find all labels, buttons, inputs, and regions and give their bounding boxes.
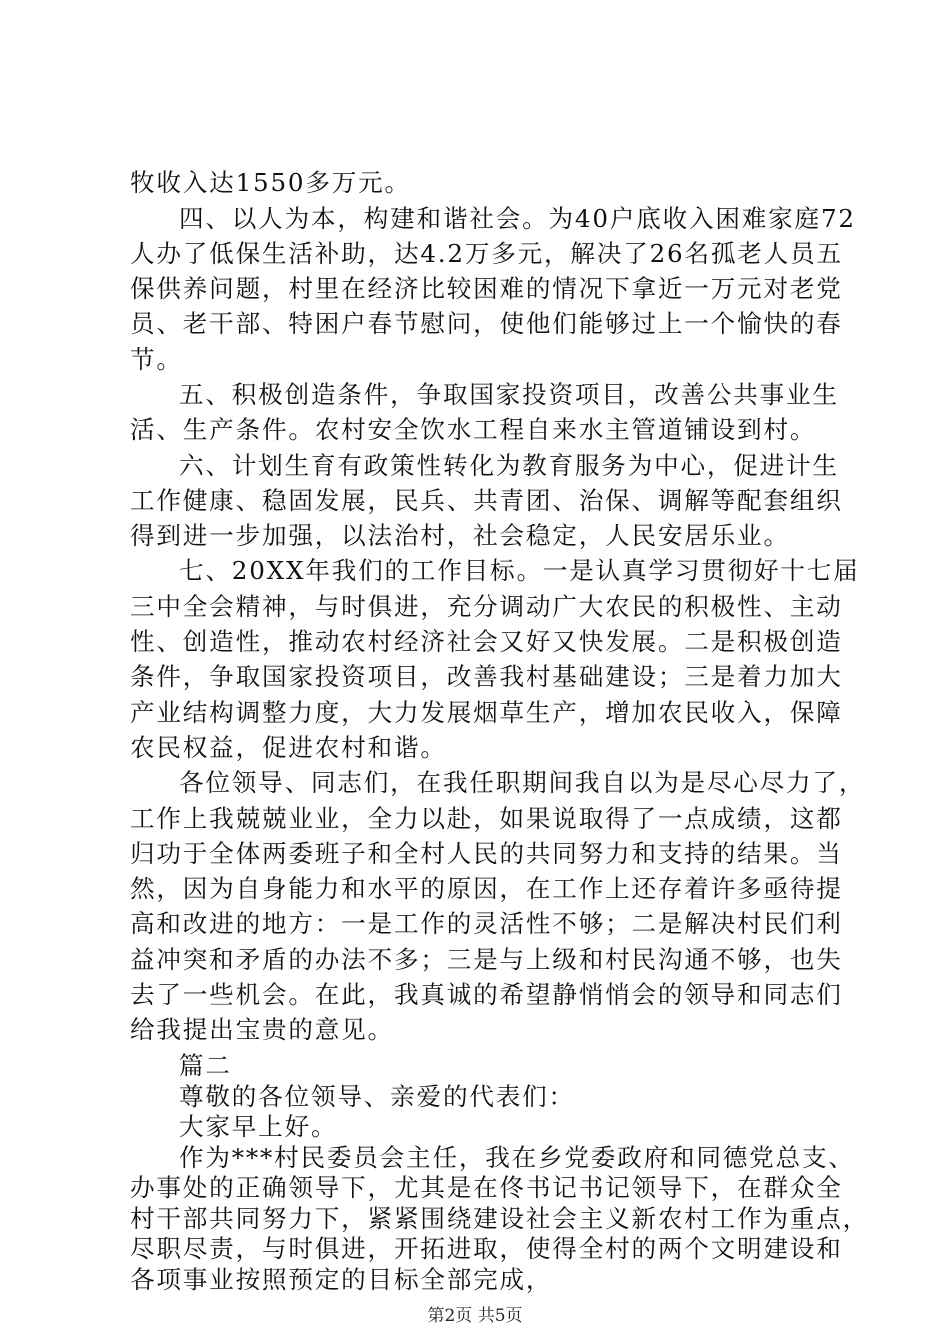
text-line: 节。: [130, 345, 183, 374]
greeting: 大家早上好。: [179, 1112, 338, 1141]
text-line: 牧收入达1550多万元。: [130, 168, 411, 197]
text-line: 活、生产条件。农村安全饮水工程自来水主管道铺设到村。: [130, 415, 817, 444]
text-line: 村干部共同努力下，紧紧围绕建设社会主义新农村工作为重点，: [130, 1203, 870, 1233]
text-line: 归功于全体两委班子和全村人民的共同努力和支持的结果。当: [130, 839, 843, 868]
text-line: 工作上我兢兢业业，全力以赴，如果说取得了一点成绩，这都: [130, 804, 843, 833]
text-line: 农民权益，促进农村和谐。: [130, 733, 447, 762]
text-line: 条件，争取国家投资项目，改善我村基础建设；三是着力加大: [130, 662, 843, 691]
text-line: 高和改进的地方：一是工作的灵活性不够；二是解决村民们利: [130, 909, 843, 938]
text-line: 然，因为自身能力和水平的原因，在工作上还存着许多亟待提: [130, 874, 843, 903]
text-line: 保供养问题，村里在经济比较困难的情况下拿近一万元对老党: [130, 274, 843, 303]
text-line: 三中全会精神，与时俱进，充分调动广大农民的积极性、主动: [130, 592, 843, 621]
text-line: 作为***村民委员会主任，我在乡党委政府和同德党总支、: [179, 1142, 855, 1172]
text-line: 人办了低保生活补助，达4.2万多元，解决了26名孤老人员五: [130, 239, 843, 268]
page-footer: 第2页 共5页: [427, 1306, 523, 1326]
text-line: 产业结构调整力度，大力发展烟草生产，增加农民收入，保障: [130, 698, 843, 727]
text-line: 六、计划生育有政策性转化为教育服务为中心，促进计生: [179, 451, 839, 480]
text-line: 益冲突和矛盾的办法不多；三是与上级和村民沟通不够，也失: [130, 945, 843, 974]
text-line: 七、20XX年我们的工作目标。一是认真学习贯彻好十七届: [179, 556, 860, 585]
text-line: 员、老干部、特困户春节慰问，使他们能够过上一个愉快的春: [130, 309, 843, 338]
text-line: 尽职尽责，与时俱进，开拓进取，使得全村的两个文明建设和: [130, 1234, 843, 1263]
text-line: 各项事业按照预定的目标全部完成，: [130, 1264, 553, 1294]
text-line: 四、以人为本，构建和谐社会。为40户底收入困难家庭72: [179, 204, 856, 233]
text-line: 各位领导、同志们，在我任职期间我自以为是尽心尽力了，: [179, 768, 866, 797]
section-heading: 篇二: [179, 1051, 232, 1080]
text-line: 去了一些机会。在此，我真诚的希望静悄悄会的领导和同志们: [130, 980, 843, 1009]
salutation: 尊敬的各位领导、亲爱的代表们：: [179, 1081, 575, 1111]
text-line: 办事处的正确领导下，尤其是在佟书记书记领导下，在群众全: [130, 1173, 843, 1202]
text-line: 给我提出宝贵的意见。: [130, 1015, 394, 1044]
text-line: 得到进一步加强，以法治村，社会稳定，人民安居乐业。: [130, 521, 790, 550]
text-line: 性、创造性，推动农村经济社会又好又快发展。二是积极创造: [130, 627, 843, 656]
text-line: 五、积极创造条件，争取国家投资项目，改善公共事业生: [179, 380, 839, 409]
text-line: 工作健康、稳固发展，民兵、共青团、治保、调解等配套组织: [130, 486, 843, 515]
